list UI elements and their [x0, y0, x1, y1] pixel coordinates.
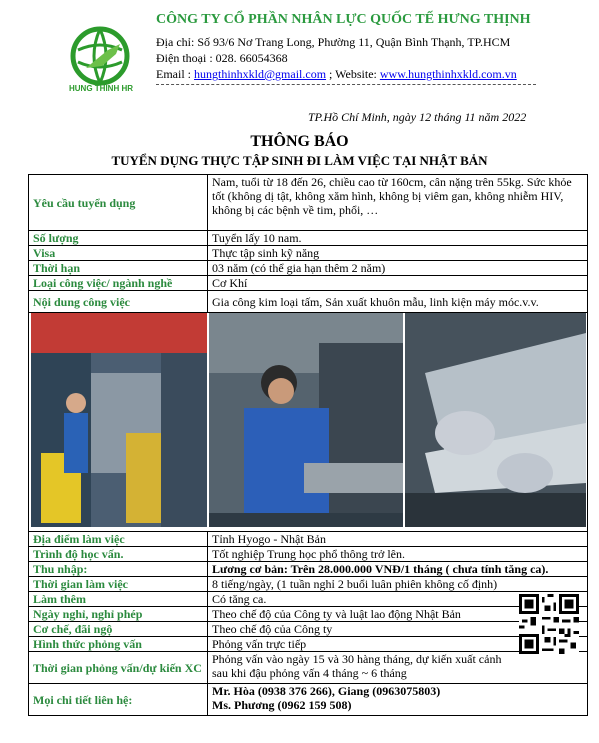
website-link[interactable]: www.hungthinhxkld.com.vn [379, 67, 517, 81]
logo-text: HUNG THINH HR [69, 84, 133, 93]
table-row [29, 684, 588, 716]
row-label: Loại công việc/ ngành nghề [29, 276, 208, 291]
qr-code[interactable] [519, 594, 579, 654]
photo-row [29, 313, 588, 532]
table-row [29, 592, 588, 607]
header-divider [156, 84, 536, 85]
row-value: Tỉnh Hyogo - Nhật Bản [208, 532, 588, 547]
row-value: Gia công kim loại tấm, Sản xuất khuôn mẫu, linh kiện máy móc.v.v. [208, 291, 588, 313]
row-value [208, 592, 588, 607]
row-label: Thời hạn [29, 261, 208, 276]
row-value: 03 năm (có thể gia hạn thêm 2 năm) [208, 261, 588, 276]
table-row [29, 246, 588, 261]
row-label: Mọi chi tiết liên hệ: [29, 684, 208, 716]
row-value: Lương cơ bản: Trên 28.000.000 VNĐ/1 tháng ( chưa tính tăng ca). [208, 562, 588, 577]
factory-photo-workers [31, 313, 207, 527]
row-label: Làm thêm [29, 592, 208, 607]
table-row [29, 547, 588, 562]
table-row [29, 577, 588, 592]
table-row [29, 652, 588, 684]
row-label: Yêu cầu tuyển dụng [29, 175, 208, 231]
row-label: Visa [29, 246, 208, 261]
table-row [29, 276, 588, 291]
row-value: Tuyển lấy 10 nam. [208, 231, 588, 246]
row-label: Cơ chế, đãi ngộ [29, 622, 208, 637]
table-row [29, 562, 588, 577]
table-row [29, 637, 588, 652]
row-value: Theo chế độ của Công ty [208, 622, 588, 637]
notice-subtitle: TUYỂN DỤNG THỰC TẬP SINH ĐI LÀM VIỆC TẠI NHẬT BẢN [111, 153, 488, 168]
row-label: Nội dung công việc [29, 291, 208, 313]
table-row [29, 175, 588, 231]
row-value [208, 684, 588, 716]
table-row [29, 231, 588, 246]
company-contact [156, 67, 517, 82]
company-address: Địa chỉ: Số 93/6 Nơ Trang Long, Phường 11, Quận Bình Thạnh, TP.HCM [156, 35, 511, 49]
row-label: Thu nhập: [29, 562, 208, 577]
row-value: Thực tập sinh kỹ năng [208, 246, 588, 261]
factory-photo-metal [405, 313, 586, 527]
overtime-value: Có tăng ca. [212, 592, 267, 606]
table-row [29, 261, 588, 276]
row-value: Phỏng vấn vào ngày 15 và 30 hàng tháng, dự kiến xuất cảnh sau khi đậu phỏng vấn 4 tháng ~ 6 tháng [208, 652, 588, 684]
document-date: TP.Hồ Chí Minh, ngày 12 tháng 11 năm 2022 [308, 110, 527, 124]
factory-photos [29, 313, 588, 532]
row-value: Cơ Khí [208, 276, 588, 291]
company-phone: Điện thoại : 028. 66054368 [156, 51, 288, 65]
row-label: Số lượng [29, 231, 208, 246]
contact-line-1: Mr. Hòa (0938 376 266), Giang (0963075803) [212, 684, 441, 698]
website-label: ; Website: [326, 67, 380, 81]
row-value: Nam, tuổi từ 18 đến 26, chiều cao từ 160cm, cân nặng trên 55kg. Sức khỏe tốt (không dị tật, không xăm hình, không bị viêm gan, không nhiễm HIV, không bị các bệnh về tim, phổi, … [208, 175, 588, 231]
notice-title: THÔNG BÁO [250, 133, 349, 150]
row-label: Thời gian làm việc [29, 577, 208, 592]
table-row [29, 607, 588, 622]
row-label: Trình độ học vấn. [29, 547, 208, 562]
table-row [29, 291, 588, 313]
row-value: Tốt nghiệp Trung học phổ thông trở lên. [208, 547, 588, 562]
row-value: Phỏng vấn trực tiếp [208, 637, 588, 652]
row-value: 8 tiếng/ngày, (1 tuần nghỉ 2 buổi luân phiên không cố định) [208, 577, 588, 592]
table-row [29, 622, 588, 637]
row-value: Theo chế độ của Công ty và luật lao động Nhật Bản [208, 607, 588, 622]
email-label: Email : [156, 67, 194, 81]
company-name: CÔNG TY CỔ PHẦN NHÂN LỰC QUỐC TẾ HƯNG THỊNH [156, 12, 531, 27]
email-link[interactable]: hungthinhxkld@gmail.com [194, 67, 327, 81]
row-label: Địa điểm làm việc [29, 532, 208, 547]
factory-photo-operator [209, 313, 403, 527]
row-label: Thời gian phỏng vấn/dự kiến XC [29, 652, 208, 684]
job-info-table [28, 174, 588, 716]
row-label: Ngày nghỉ, nghỉ phép [29, 607, 208, 622]
contact-line-2: Ms. Phương (0962 159 508) [212, 698, 352, 712]
table-row [29, 532, 588, 547]
row-label: Hình thức phỏng vấn [29, 637, 208, 652]
